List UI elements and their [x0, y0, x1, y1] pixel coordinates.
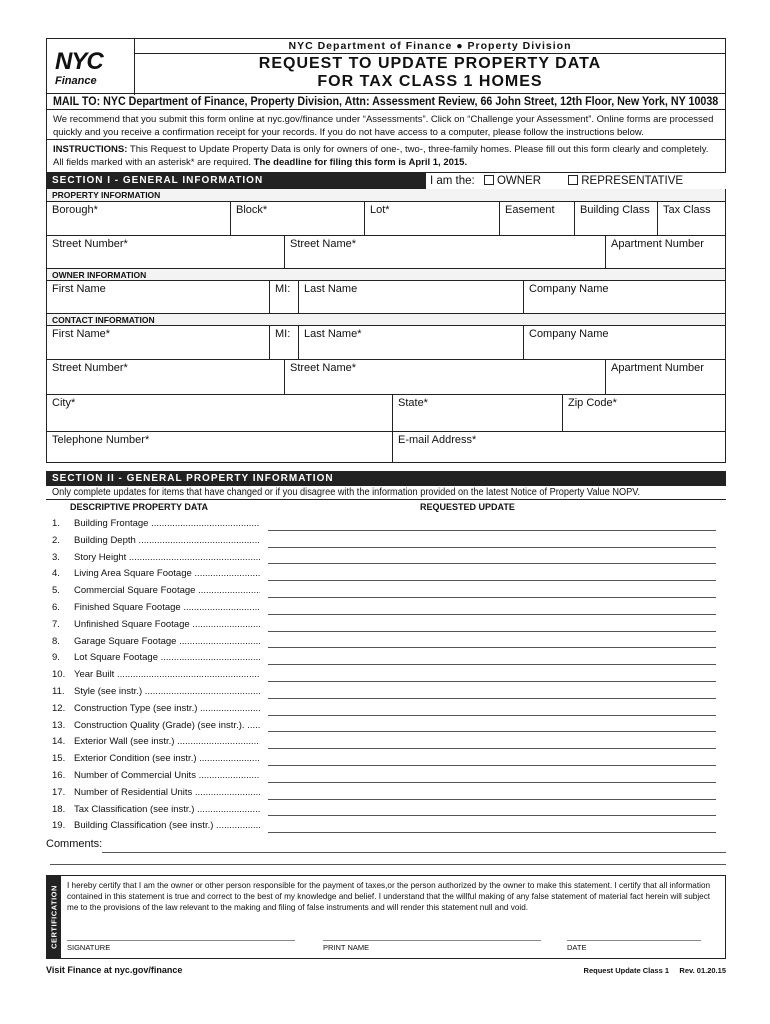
item-label: Construction Quality (Grade) (see instr.). ..... [74, 720, 260, 731]
item-label: Lot Square Footage ..... [74, 652, 260, 663]
form-revision: Request Update Class 1 Rev. 01.20.15 [583, 966, 726, 976]
property-data-item [46, 598, 726, 615]
instructions-label: INSTRUCTIONS: [53, 144, 128, 155]
item-number: 1. [52, 518, 60, 529]
item-number: 10. [52, 669, 66, 681]
property-data-list [46, 514, 726, 833]
property-data-item [46, 514, 726, 531]
role-selector [430, 173, 683, 189]
borough-field[interactable]: Borough* [52, 204, 98, 216]
item-number: 9. [52, 652, 60, 664]
property-info-header: PROPERTY INFORMATION [47, 189, 725, 202]
contact-row-4 [47, 432, 725, 462]
section-2-title: SECTION II - GENERAL PROPERTY INFORMATION [46, 471, 726, 486]
item-label: Building Classification (see instr.) ..... [74, 820, 260, 831]
property-data-item [46, 564, 726, 581]
item-label: Building Frontage ..... [74, 518, 260, 529]
certification-text: I hereby certify that I am the owner or other person responsible for the payment of taxes,or the person authorized by the owner to make this statement. I certify that all information contained in this statement is true and correct to the best of my knowledge and belief. I understand that the willful making of any false statement of material fact herein will subject me to the provisions of the law relevant to the making and filing of false instruments and will render this statement null and void. [67, 881, 711, 913]
logo-text: NYC [55, 48, 103, 75]
item-label: Garage Square Footage ..... [74, 636, 260, 647]
instructions-text: This Request to Update Property Data is only for owners of one-, two-, three-family homes. Please fill out this form clearly and completely. All fields marked with an asterisk* are required. [53, 144, 709, 168]
property-data-item [46, 749, 726, 766]
owner-mi-field[interactable]: MI: [269, 281, 298, 313]
owner-info-header: OWNER INFORMATION [47, 268, 725, 281]
telephone-field[interactable]: Telephone Number* [52, 434, 150, 446]
requested-update-header: REQUESTED UPDATE [420, 502, 515, 512]
i-am-label: I am the: [430, 175, 475, 187]
property-data-item [46, 632, 726, 649]
item-label: Exterior Wall (see instr.) ..... [74, 736, 260, 747]
item-number: 14. [52, 736, 66, 748]
property-data-item [46, 800, 726, 817]
item-label: Style (see instr.) ..... [74, 686, 260, 697]
item-number: 7. [52, 618, 60, 630]
item-number: 11. [52, 685, 65, 697]
item-number: 13. [52, 719, 66, 731]
contact-row-1 [47, 326, 725, 360]
item-label: Number of Residential Units ..... [74, 787, 260, 798]
property-data-item [46, 766, 726, 783]
owner-checkbox[interactable] [484, 175, 494, 185]
item-label: Construction Type (see instr.) ..... [74, 703, 260, 714]
title-line-2: FOR TAX CLASS 1 HOMES [317, 73, 543, 90]
property-row-1 [47, 202, 725, 236]
owner-row [47, 281, 725, 313]
online-recommendation: We recommend that you submit this form online at nyc.gov/finance under “Assessments”. Click on “Challenge your Assessment”. Online forms are processed quickly and you receive a confirmation receipt for your records. If you do not have access to a computer, please follow the instructions below. [47, 110, 725, 140]
item-number: 6. [52, 601, 60, 613]
owner-last-name-field[interactable]: Last Name [298, 281, 523, 313]
email-field[interactable]: E-mail Address* [392, 432, 725, 462]
contact-mi-field[interactable]: MI: [269, 326, 298, 359]
instructions [47, 140, 725, 172]
item-label: Unfinished Square Footage ..... [74, 619, 260, 630]
property-data-item [46, 732, 726, 749]
section-2-column-headers [46, 500, 726, 514]
item-number: 4. [52, 568, 60, 580]
item-label: Year Built ..... [74, 669, 260, 680]
block-field[interactable]: Block* [230, 202, 364, 235]
department-line: NYC Department of Finance ● Property Division [135, 39, 725, 54]
item-number: 2. [52, 534, 60, 546]
contact-last-name-field[interactable]: Last Name* [298, 326, 523, 359]
property-data-item [46, 716, 726, 733]
form-title [135, 55, 725, 91]
item-number: 16. [52, 769, 66, 781]
descriptive-data-header: DESCRIPTIVE PROPERTY DATA [70, 502, 209, 512]
title-line-1: REQUEST TO UPDATE PROPERTY DATA [258, 55, 602, 72]
property-data-item [46, 531, 726, 548]
item-label: Tax Classification (see instr.) ..... [74, 804, 260, 815]
owner-first-name-field[interactable]: First Name [52, 283, 106, 295]
owner-label: OWNER [496, 175, 542, 187]
contact-first-name-field[interactable]: First Name* [52, 328, 111, 340]
city-field[interactable]: City* [52, 397, 76, 409]
tax-form [46, 38, 726, 979]
property-data-item [46, 816, 726, 833]
property-data-item [46, 548, 726, 565]
item-label: Story Height ..... [74, 552, 260, 563]
contact-street-name-field[interactable]: Street Name* [284, 360, 605, 394]
item-number: 12. [52, 702, 66, 714]
visit-finance-text: Visit Finance at nyc.gov/finance [46, 965, 183, 976]
lot-field[interactable]: Lot* [364, 202, 499, 235]
comments-line-2[interactable] [50, 855, 726, 865]
certification-tab: CERTIFICATION [47, 876, 61, 958]
property-data-item [46, 581, 726, 598]
form-header [46, 38, 726, 94]
contact-row-3 [47, 395, 725, 432]
item-number: 3. [52, 551, 60, 563]
item-label: Building Depth ..... [74, 535, 260, 546]
property-data-item [46, 665, 726, 682]
contact-company-field[interactable]: Company Name [523, 326, 725, 359]
comments-label: Comments: [46, 838, 103, 851]
zip-field[interactable]: Zip Code* [562, 395, 725, 431]
section-2-note: Only complete updates for items that have changed or if you disagree with the information provided on the latest Notice of Property Value NOPV. [46, 486, 726, 500]
print-name-field[interactable]: PRINT NAME [323, 940, 541, 952]
item-number: 15. [52, 753, 66, 765]
item-number: 5. [52, 585, 60, 597]
representative-label: REPRESENTATIVE [581, 175, 684, 187]
tax-class-field[interactable]: Tax Class [657, 202, 725, 235]
easement-field[interactable]: Easement [499, 202, 574, 235]
property-row-2 [47, 236, 725, 268]
property-data-item [46, 699, 726, 716]
item-label: Finished Square Footage ..... [74, 602, 260, 613]
certification-box [46, 875, 726, 959]
section-1-header [46, 173, 726, 189]
item-label: Living Area Square Footage ..... [74, 568, 260, 579]
nyc-finance-logo [47, 39, 135, 95]
item-number: 18. [52, 803, 66, 815]
signature-field[interactable]: SIGNATURE [67, 940, 295, 952]
representative-checkbox[interactable] [568, 175, 578, 185]
item-label: Exterior Condition (see instr.) ..... [74, 753, 260, 764]
contact-apartment-field[interactable]: Apartment Number [605, 360, 725, 394]
property-data-item [46, 783, 726, 800]
owner-company-field[interactable]: Company Name [523, 281, 725, 313]
item-number: 8. [52, 635, 60, 647]
contact-street-number-field[interactable]: Street Number* [52, 362, 128, 374]
property-data-item [46, 648, 726, 665]
comments-line-1[interactable] [102, 852, 726, 853]
item-number: 19. [52, 820, 66, 832]
building-class-field[interactable]: Building Class [574, 202, 657, 235]
comments-row [46, 833, 726, 855]
item-number: 17. [52, 786, 66, 798]
state-field[interactable]: State* [392, 395, 562, 431]
deadline-text: The deadline for filing this form is April 1, 2015. [253, 157, 468, 168]
item-label: Commercial Square Footage ..... [74, 585, 260, 596]
street-name-field[interactable]: Street Name* [284, 236, 605, 268]
logo-subtext: Finance [55, 75, 97, 87]
item-label: Number of Commercial Units ..... [74, 770, 260, 781]
contact-info-header: CONTACT INFORMATION [47, 313, 725, 326]
apartment-field[interactable]: Apartment Number [605, 236, 725, 268]
contact-row-2 [47, 360, 725, 395]
section-1-title: SECTION I - GENERAL INFORMATION [46, 173, 426, 189]
page-footer [46, 963, 726, 979]
street-number-field[interactable]: Street Number* [52, 238, 128, 250]
mail-to: MAIL TO: NYC Department of Finance, Property Division, Attn: Assessment Review, 66 John Street, 12th Floor, New York, NY 10038 [47, 94, 725, 110]
property-data-item [46, 682, 726, 699]
date-field[interactable]: DATE [567, 940, 701, 952]
property-data-item [46, 615, 726, 632]
